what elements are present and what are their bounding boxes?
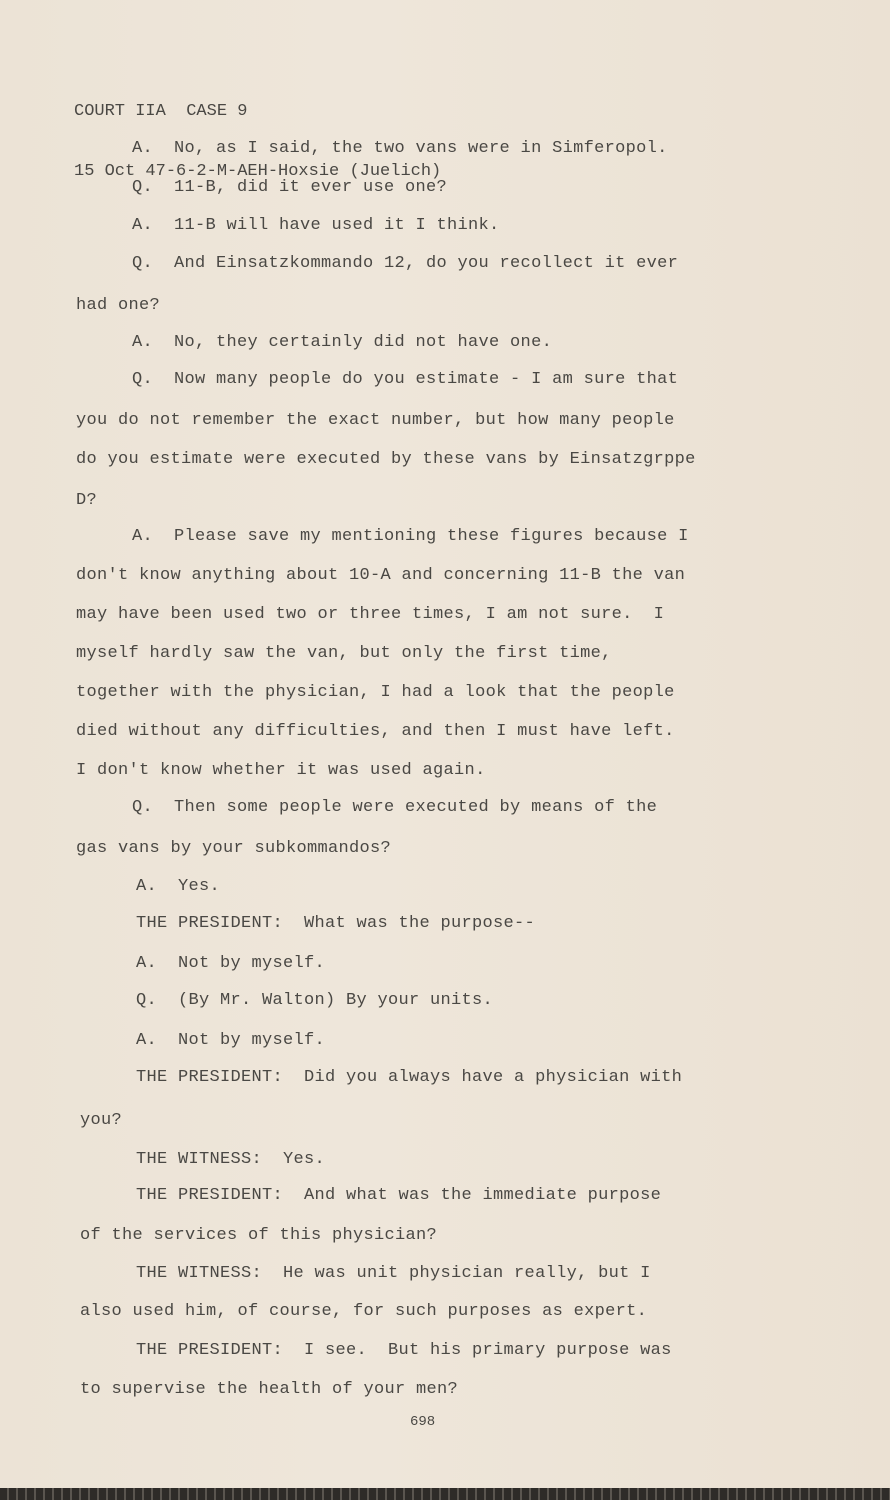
- transcript-line: A. No, they certainly did not have one.: [132, 333, 553, 352]
- transcript-line: don't know anything about 10-A and concerning 11-B the van: [76, 566, 686, 585]
- scan-edge-strip: [0, 1488, 890, 1500]
- transcript-line: you do not remember the exact number, but how many people: [76, 411, 675, 430]
- page-number: 698: [410, 1414, 436, 1430]
- transcript-line: I don't know whether it was used again.: [76, 761, 486, 780]
- transcript-line: Q. Then some people were executed by means of the: [132, 798, 658, 817]
- transcript-line: THE PRESIDENT: What was the purpose--: [136, 914, 536, 933]
- transcript-line: may have been used two or three times, I am not sure. I: [76, 605, 665, 624]
- transcript-line: you?: [80, 1111, 123, 1130]
- transcript-line: do you estimate were executed by these vans by Einsatzgrppe: [76, 450, 696, 469]
- transcript-line: A. No, as I said, the two vans were in Simferopol.: [132, 139, 668, 158]
- transcript-line: also used him, of course, for such purposes as expert.: [80, 1302, 648, 1321]
- court-case-label: COURT IIA CASE 9: [74, 102, 248, 121]
- transcript-line: died without any difficulties, and then I must have left.: [76, 722, 675, 741]
- transcript-line: THE PRESIDENT: I see. But his primary purpose was: [136, 1341, 672, 1360]
- transcript-line: to supervise the health of your men?: [80, 1380, 459, 1399]
- transcript-line: together with the physician, I had a look that the people: [76, 683, 675, 702]
- transcript-line: THE PRESIDENT: And what was the immediate purpose: [136, 1186, 662, 1205]
- transcript-line: D?: [76, 491, 98, 510]
- transcript-line: had one?: [76, 296, 161, 315]
- transcript-line: Q. And Einsatzkommando 12, do you recollect it ever: [132, 254, 679, 273]
- transcript-line: THE WITNESS: Yes.: [136, 1150, 326, 1169]
- transcript-line: A. Please save my mentioning these figures because I: [132, 527, 689, 546]
- transcript-line: gas vans by your subkommandos?: [76, 839, 392, 858]
- transcript-line: Q. Now many people do you estimate - I am sure that: [132, 370, 679, 389]
- transcript-reference: 15 Oct 47-6-2-M-AEH-Hoxsie (Juelich): [74, 162, 442, 181]
- transcript-line: Q. (By Mr. Walton) By your units.: [136, 991, 494, 1010]
- transcript-line: THE WITNESS: He was unit physician really, but I: [136, 1264, 651, 1283]
- transcript-line: A. 11-B will have used it I think.: [132, 216, 500, 235]
- transcript-line: A. Yes.: [136, 877, 221, 896]
- transcript-line: A. Not by myself.: [136, 954, 326, 973]
- transcript-line: A. Not by myself.: [136, 1031, 326, 1050]
- transcript-line: THE PRESIDENT: Did you always have a physician with: [136, 1068, 683, 1087]
- transcript-line: myself hardly saw the van, but only the first time,: [76, 644, 612, 663]
- transcript-line: of the services of this physician?: [80, 1226, 438, 1245]
- transcript-line: Q. 11-B, did it ever use one?: [132, 178, 448, 197]
